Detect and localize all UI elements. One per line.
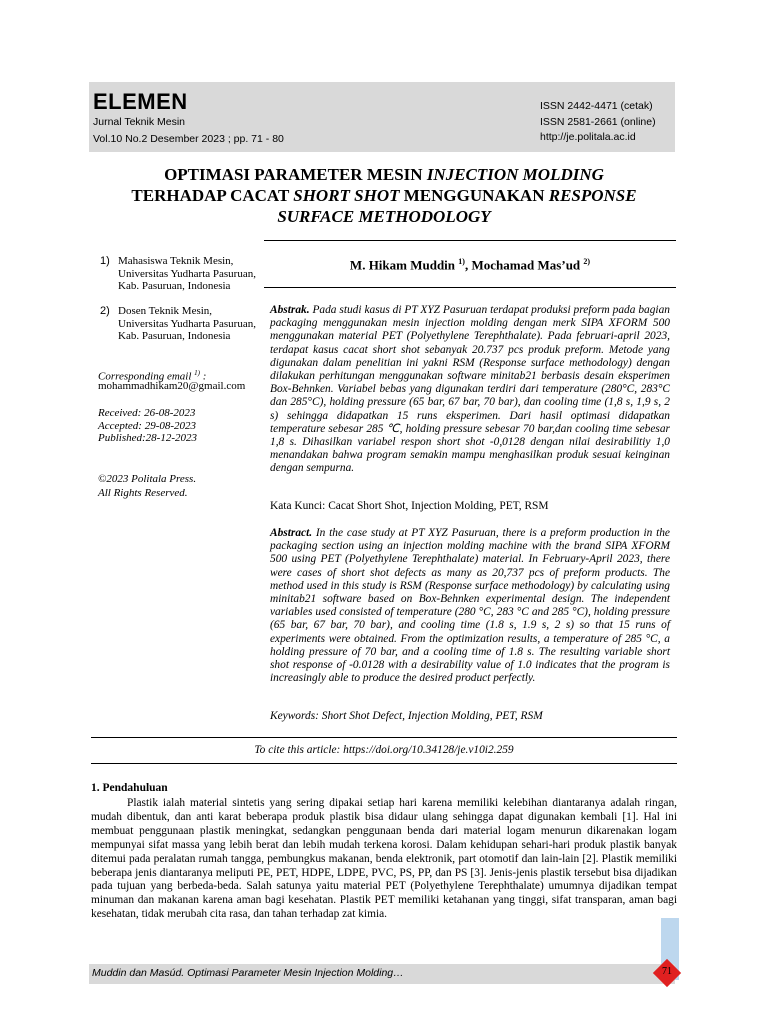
copyright-line-1: ©2023 Politala Press. [98,473,197,485]
journal-name: Jurnal Teknik Mesin [93,116,186,128]
section-body [91,797,677,922]
page-number: 71 [662,966,672,977]
date-received: Received: 26-08-2023 [98,407,196,419]
title-part: INJECTION MOLDING [426,165,604,184]
divider [264,287,676,288]
journal-url[interactable]: http://je.politala.ac.id [540,131,636,143]
title-part: TERHADAP CACAT [131,186,294,205]
journal-brand: ELEMEN [93,89,188,114]
body-paragraph: Plastik ialah material sintetis yang sering dipakai setiap hari karena memiliki kelebihan diantaranya adalah ringan, mudah dibentuk, dan anti karat beberapa produk plastik bisa didaur ulang sehingga dapat digunakan kembali [1]. Hal ini membuat penggunaan plastik meningkat, sedangkan penggunaan benda dari material logam menurun dikarenakan logam mempunyai sifat massa yang lebih berat dan lebih mudah terkena korosi. Dalam kehidupan sehari-hari produk plastik banyak ditemui pada peralatan rumah tangga, pembungkus makanan, benda elektronik, part otomotif dan lain-lain [2]. Plastik memiliki beberapa jenis diantaranya meliputi PE, PET, HDPE, LDPE, PVC, PS, PP, dan PS [3]. Jenis-jenis plastik tersebut bisa dijadikan pada tujuan yang berbeda-beda. Salah satunya yaitu material PET (Polyethylene Terephthalate) umumnya dijadikan tempat minuman dan makanan karena aman bagi kesehatan. Plastik PET memiliki ketahanan yang tinggi, sifat transparan, aman bagi kesehatan, tidak merubah cita rasa, dan tahan terhadap zat kimia. [91,797,677,921]
affiliation-text: Mahasiswa Teknik Mesin, Universitas Yudharta Pasuruan, Kab. Pasuruan, Indonesia [118,255,256,292]
divider [91,737,677,738]
authors [264,257,676,273]
affiliation-number: 1) [100,255,110,267]
journal-header [89,82,675,152]
author-2: , Mochamad Mas’ud [464,257,584,273]
divider [91,763,677,764]
abstract-label: Abstract. [270,527,313,539]
author-2-sup: 2) [583,257,591,266]
kata-kunci: Kata Kunci: Cacat Short Shot, Injection Molding, PET, RSM [270,500,549,512]
title-part: RESPONSE [548,186,637,205]
journal-volume: Vol.10 No.2 Desember 2023 ; pp. 71 - 80 [93,133,284,145]
author-1-sup: 1) [458,257,465,266]
corresponding-sup: 1) [194,369,200,377]
section-heading: 1. Pendahuluan [91,782,168,794]
abstrak-paragraph [270,304,670,476]
date-published: Published:28-12-2023 [98,432,197,444]
divider [264,240,676,241]
corresponding-label-text: Corresponding email [98,370,192,383]
paper-title [120,164,648,227]
issn-online: ISSN 2581-2661 (online) [540,116,656,128]
abstract-text: In the case study at PT XYZ Pasuruan, there is a preform production in the packaging section using an injection molding machine with the brand SIPA XFORM 500 using PET (Polyethylene Terephthalate) material. In February-April 2023, there were cases of short shot defects as many as 20,737 pcs of preform products. The method used in this study is RSM (Response surface methodology) by calculating using minitab21 software based on Box-Behnken experimental design. The independent variables used consisted of temperature (280 °C, 283 °C and 285 °C), holding pressure (65 bar, 67 bar, 70 bar), and cooling time (1.8 s, 1.9 s, 2 s) so that 15 runs of experiments were obtained. From the optimization results, a temperature of 285 °C, a holding pressure of 70 bar, and a cooling time of 1.8 s. The resulting variable short shot response of -0.0128 with a desirability value of 1.0 indicates that the program is increasingly able to produce the desired product perfectly. [270,527,670,685]
title-part: OPTIMASI PARAMETER MESIN [164,165,427,184]
title-part: SURFACE METHODOLOGY [277,207,491,226]
title-part: MENGGUNAKAN [399,186,549,205]
corresponding-colon: : [200,370,207,383]
keywords: Keywords: Short Shot Defect, Injection Molding, PET, RSM [270,710,543,722]
page-footer [89,964,675,984]
abstrak-label: Abstrak. [270,304,310,316]
copyright-line-2: All Rights Reserved. [98,487,188,499]
issn-print: ISSN 2442-4471 (cetak) [540,100,653,112]
abstract-paragraph [270,527,670,685]
affiliation-text: Dosen Teknik Mesin, Universitas Yudharta Pasuruan, Kab. Pasuruan, Indonesia [118,305,256,342]
corresponding-email[interactable]: mohammadhikam20@gmail.com [98,380,246,392]
author-1: M. Hikam Muddin [349,257,459,273]
footer-running-title: Muddin dan Masúd. Optimasi Parameter Mesin Injection Molding… [92,967,404,979]
date-accepted: Accepted: 29-08-2023 [98,420,197,432]
title-part: SHORT SHOT [293,186,400,205]
affiliation-number: 2) [100,305,110,317]
abstrak-text: Pada studi kasus di PT XYZ Pasuruan terdapat produksi preform pada bagian packaging menggunakan mesin injection molding dengan merk SIPA XFORM 500 menggunakan material PET (Polyethylene Terephthalate). Pada februari-april 2023, terdapat kasus cacat short shot sebanyak 20.737 pcs produk preform. Metode yang digunakan dalam penelitian ini yakni RSM (Response surface methodology) dengan dilakukan perhitungan menggunakan software minitab21 berbasis desain eksperimen Box-Behnken. Variabel bebas yang digunakan terdiri dari temperature (280°C, 283°C dan 285°C), holding pressure (65 bar, 67 bar, 70 bar), dan cooling time (1,8 s, 1,9 s, 2 s) sehingga didapatkan 15 runs eksperimen. Dari hasil optimasi didapatkan temperature sebesar 285 ℃, holding pressure sebesar 70 bar,dan cooling time sebesar 1,8 s. Dihasilkan variabel respon short shot -0,0128 dengan nilai desirabilitiy 1,0 menandakan bahwa program semakin mampu menghasilkan produk sesuai keinginan dengan sempurna. [270,304,670,475]
cite-line[interactable]: To cite this article: https://doi.org/10.34128/je.v10i2.259 [254,744,514,756]
